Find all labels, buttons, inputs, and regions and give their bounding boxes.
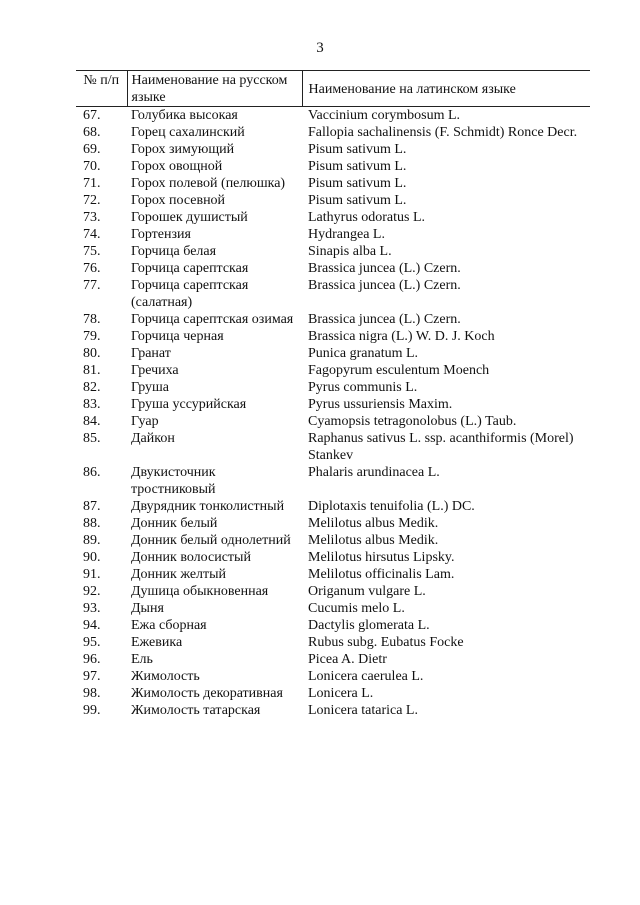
- row-number: 91.: [83, 567, 101, 582]
- latin-name: Lathyrus odoratus L.: [308, 210, 426, 225]
- table-row: [76, 430, 590, 464]
- russian-name: Голубика высокая: [131, 108, 238, 123]
- latin-name: Pisum sativum L.: [308, 193, 407, 208]
- row-number: 69.: [83, 142, 101, 157]
- row-number: 67.: [83, 108, 101, 123]
- row-number: 99.: [83, 703, 101, 718]
- russian-name: Гречиха: [131, 363, 179, 378]
- row-number: 73.: [83, 210, 101, 225]
- latin-name: Lonicera caerulea L.: [308, 669, 424, 684]
- russian-name: Горчица сарептская: [131, 261, 249, 276]
- table-row: [76, 702, 590, 719]
- russian-name: Донник белый однолетний: [131, 533, 291, 548]
- latin-name: Pisum sativum L.: [308, 142, 407, 157]
- row-number: 82.: [83, 380, 101, 395]
- table-header: [76, 71, 590, 107]
- table-row: [76, 532, 590, 549]
- russian-name: Гуар: [131, 414, 159, 429]
- russian-name: Горох овощной: [131, 159, 223, 174]
- latin-name: Brassica nigra (L.) W. D. J. Koch: [308, 329, 495, 344]
- russian-name: Ежевика: [131, 635, 183, 650]
- russian-name: Донник белый: [131, 516, 218, 531]
- row-number: 83.: [83, 397, 101, 412]
- russian-name: Горчица белая: [131, 244, 217, 259]
- russian-name: Жимолость татарская: [131, 703, 261, 718]
- table-row: [76, 192, 590, 209]
- russian-name: Горчица сарептская (салатная): [131, 278, 249, 310]
- russian-name: Ель: [131, 652, 153, 667]
- row-number: 90.: [83, 550, 101, 565]
- row-number: 98.: [83, 686, 101, 701]
- russian-name: Горошек душистый: [131, 210, 248, 225]
- latin-name: Pisum sativum L.: [308, 159, 407, 174]
- latin-name: Melilotus albus Medik.: [308, 533, 439, 548]
- table-row: [76, 634, 590, 651]
- row-number: 85.: [83, 431, 101, 446]
- latin-name: Rubus subg. Eubatus Focke: [308, 635, 464, 650]
- header-russian-name: Наименование на русском языке: [127, 71, 302, 107]
- row-number: 76.: [83, 261, 101, 276]
- latin-name: Hydrangea L.: [308, 227, 385, 242]
- table-row: [76, 362, 590, 379]
- russian-name: Жимолость: [131, 669, 200, 684]
- latin-name: Raphanus sativus L. ssp. acanthiformis (Morel) Stankev: [308, 431, 574, 463]
- latin-name: Phalaris arundinacea L.: [308, 465, 440, 480]
- header-row: [76, 71, 590, 107]
- russian-name: Гранат: [131, 346, 171, 361]
- row-number: 84.: [83, 414, 101, 429]
- row-number: 80.: [83, 346, 101, 361]
- russian-name: Горец сахалинский: [131, 125, 245, 140]
- latin-name: Brassica juncea (L.) Czern.: [308, 261, 461, 276]
- table-row: [76, 379, 590, 396]
- russian-name: Донник желтый: [131, 567, 227, 582]
- table-row: [76, 464, 590, 498]
- page-number: 3: [316, 40, 324, 56]
- latin-name: Pyrus ussuriensis Maxim.: [308, 397, 453, 412]
- russian-name: Горчица черная: [131, 329, 224, 344]
- latin-name: Dactylis glomerata L.: [308, 618, 430, 633]
- table-row: [76, 226, 590, 243]
- russian-name: Горох зимующий: [131, 142, 235, 157]
- table-body: [76, 107, 590, 720]
- row-number: 95.: [83, 635, 101, 650]
- row-number: 88.: [83, 516, 101, 531]
- latin-name: Picea A. Dietr: [308, 652, 387, 667]
- row-number: 86.: [83, 465, 101, 480]
- latin-name: Punica granatum L.: [308, 346, 419, 361]
- row-number: 71.: [83, 176, 101, 191]
- table-row: [76, 498, 590, 515]
- table-row: [76, 243, 590, 260]
- row-number: 72.: [83, 193, 101, 208]
- row-number: 97.: [83, 669, 101, 684]
- table-row: [76, 277, 590, 311]
- table-row: [76, 549, 590, 566]
- row-number: 81.: [83, 363, 101, 378]
- row-number: 77.: [83, 278, 101, 293]
- table-row: [76, 651, 590, 668]
- russian-name: Горох посевной: [131, 193, 226, 208]
- russian-name: Дыня: [131, 601, 164, 616]
- header-latin-name: Наименование на латинском языке: [302, 71, 590, 107]
- plant-names-table: [76, 70, 590, 719]
- plant-names-table-container: [76, 70, 590, 719]
- russian-name: Груша: [131, 380, 170, 395]
- latin-name: Vaccinium corymbosum L.: [308, 108, 461, 123]
- table-row: [76, 158, 590, 175]
- russian-name: Жимолость декоративная: [131, 686, 283, 701]
- russian-name: Гортензия: [131, 227, 191, 242]
- table-row: [76, 396, 590, 413]
- latin-name: Cyamopsis tetragonolobus (L.) Taub.: [308, 414, 517, 429]
- row-number: 70.: [83, 159, 101, 174]
- table-row: [76, 600, 590, 617]
- table-row: [76, 685, 590, 702]
- russian-name: Донник волосистый: [131, 550, 251, 565]
- row-number: 78.: [83, 312, 101, 327]
- row-number: 92.: [83, 584, 101, 599]
- row-number: 68.: [83, 125, 101, 140]
- row-number: 93.: [83, 601, 101, 616]
- latin-name: Brassica juncea (L.) Czern.: [308, 278, 461, 293]
- table-row: [76, 515, 590, 532]
- table-row: [76, 124, 590, 141]
- row-number: 89.: [83, 533, 101, 548]
- latin-name: Origanum vulgare L.: [308, 584, 426, 599]
- table-row: [76, 617, 590, 634]
- table-row: [76, 141, 590, 158]
- latin-name: Fallopia sachalinensis (F. Schmidt) Ronce Decr.: [308, 125, 578, 140]
- row-number: 96.: [83, 652, 101, 667]
- latin-name: Pisum sativum L.: [308, 176, 407, 191]
- latin-name: Lonicera tatarica L.: [308, 703, 418, 718]
- russian-name: Душица обыкновенная: [131, 584, 269, 599]
- table-row: [76, 328, 590, 345]
- latin-name: Brassica juncea (L.) Czern.: [308, 312, 461, 327]
- latin-name: Melilotus officinalis Lam.: [308, 567, 455, 582]
- header-number: № п/п: [76, 71, 127, 107]
- latin-name: Fagopyrum esculentum Moench: [308, 363, 490, 378]
- russian-name: Ежа сборная: [131, 618, 207, 633]
- latin-name: Melilotus albus Medik.: [308, 516, 439, 531]
- russian-name: Дайкон: [131, 431, 175, 446]
- row-number: 74.: [83, 227, 101, 242]
- row-number: 75.: [83, 244, 101, 259]
- latin-name: Diplotaxis tenuifolia (L.) DC.: [308, 499, 475, 514]
- table-row: [76, 583, 590, 600]
- table-row: [76, 345, 590, 362]
- latin-name: Lonicera L.: [308, 686, 374, 701]
- table-row: [76, 566, 590, 583]
- russian-name: Груша уссурийская: [131, 397, 247, 412]
- latin-name: Pyrus communis L.: [308, 380, 418, 395]
- russian-name: Двукисточник тростниковый: [131, 465, 216, 497]
- russian-name: Горчица сарептская озимая: [131, 312, 294, 327]
- table-row: [76, 311, 590, 328]
- table-row: [76, 175, 590, 192]
- table-row: [76, 209, 590, 226]
- table-row: [76, 107, 590, 125]
- table-row: [76, 413, 590, 430]
- russian-name: Двурядник тонколистный: [131, 499, 285, 514]
- table-row: [76, 668, 590, 685]
- row-number: 87.: [83, 499, 101, 514]
- latin-name: Melilotus hirsutus Lipsky.: [308, 550, 455, 565]
- row-number: 94.: [83, 618, 101, 633]
- russian-name: Горох полевой (пелюшка): [131, 176, 286, 191]
- row-number: 79.: [83, 329, 101, 344]
- latin-name: Sinapis alba L.: [308, 244, 392, 259]
- table-row: [76, 260, 590, 277]
- latin-name: Cucumis melo L.: [308, 601, 405, 616]
